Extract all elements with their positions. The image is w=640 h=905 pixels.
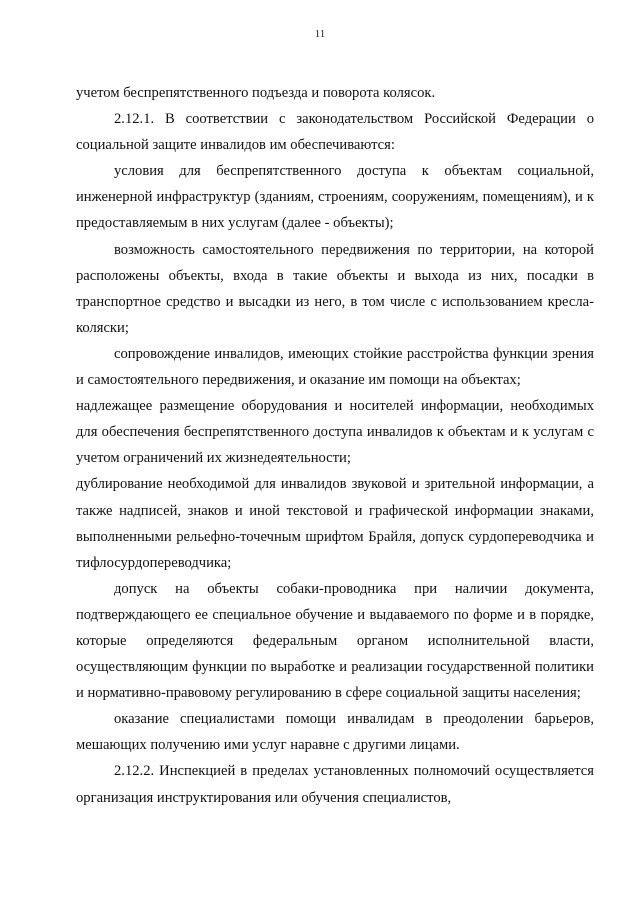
paragraph: оказание специалистами помощи инвалидам в преодолении барьеров, мешающих получению ими услуг наравне с другими лицами. — [76, 711, 594, 754]
paragraph: надлежащее размещение оборудования и носителей информации, необходимых для обеспечения беспрепятственного доступа инвалидов к объектам и к услугам с учетом ограничений их жизнедеятельности; — [76, 398, 594, 467]
paragraph: условия для беспрепятственного доступа к объектам социальной, инженерной инфраструктур (зданиям, строениям, сооружениям, помещениям), и к предоставляемым в них услугам (далее - объекты); — [76, 163, 594, 232]
paragraph: дублирование необходимой для инвалидов звуковой и зрительной информации, а также надписей, знаков и иной текстовой и графической информации знаками, выполненными рельефно-точечным шрифтом Брайля, допуск сурдопереводчика и тифлосурдопереводчика; — [76, 476, 594, 571]
document-body — [76, 80, 594, 811]
paragraph: 2.12.1. В соответствии с законодательством Российской Федерации о социальной защите инвалидов им обеспечиваются: — [76, 111, 594, 154]
paragraph: допуск на объекты собаки-проводника при наличии документа, подтверждающего ее специальное обучение и выдаваемого по форме и в порядке, которые определяются федеральным органом исполнительной власти, осуществляющим функции по выработке и реализации государственной политики и нормативно-правовому регулированию в сфере социальной защиты населения; — [76, 580, 594, 702]
paragraph: учетом беспрепятственного подъезда и поворота колясок. — [76, 85, 436, 101]
paragraph: сопровождение инвалидов, имеющих стойкие расстройства функции зрения и самостоятельного передвижения, и оказание им помощи на объектах; — [76, 345, 594, 389]
page-number: 11 — [314, 28, 326, 40]
paragraph: возможность самостоятельного передвижения по территории, на которой расположены объекты, входа в такие объекты и выхода из них, посадки в транспортное средство и высадки из него, в том числе с использованием кресла-коляски; — [76, 241, 594, 336]
paragraph: 2.12.2. Инспекцией в пределах установленных полномочий осуществляется организация инструктирования или обучения специалистов, — [76, 763, 594, 806]
